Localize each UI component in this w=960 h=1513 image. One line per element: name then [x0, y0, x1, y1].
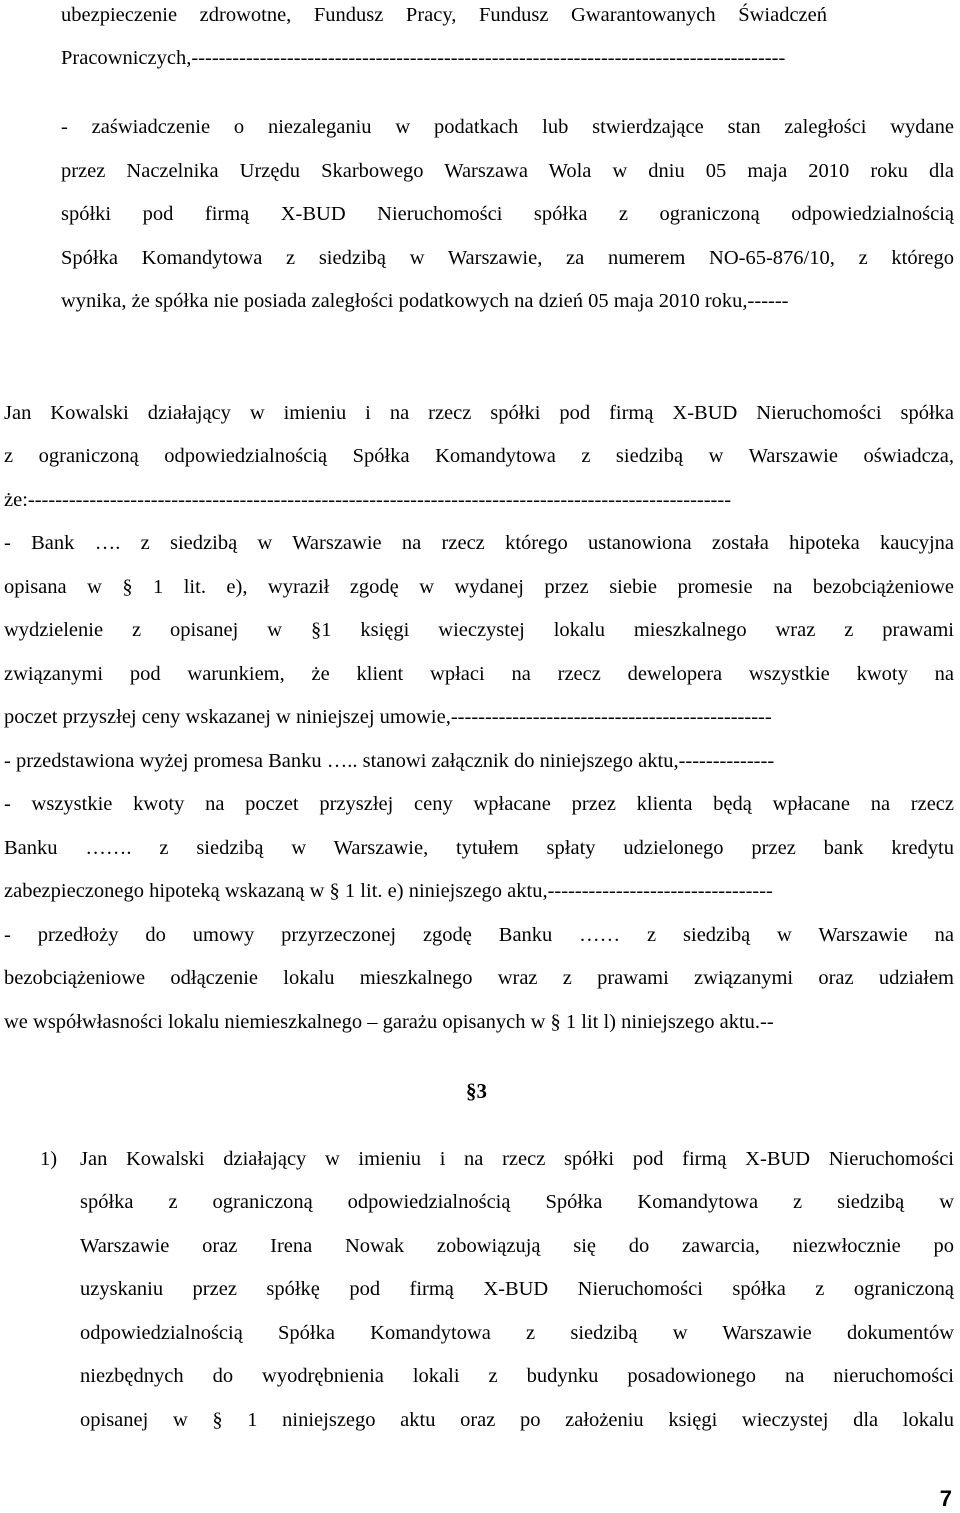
text-line: - Bank …. z siedzibą w Warszawie na rzecz którego ustanowiona została hipoteka kaucyjna — [4, 532, 954, 554]
text-line: spółki pod firmą X-BUD Nieruchomości spółka z ograniczoną odpowiedzialnością — [61, 203, 954, 225]
text-line: - zaświadczenie o niezaleganiu w podatkach lub stwierdzające stan zaległości wydane — [61, 116, 954, 138]
text-line: opisana w § 1 lit. e), wyraził zgodę w wydanej przez siebie promesie na bezobciążeniowe — [4, 576, 954, 598]
text-line: że:------------------------------------------------------------------------------------------------------- — [4, 489, 732, 511]
text-line: odpowiedzialnością Spółka Komandytowa z siedzibą w Warszawie dokumentów — [80, 1322, 954, 1344]
text-line: przez Naczelnika Urzędu Skarbowego Warszawa Wola w dniu 05 maja 2010 roku dla — [61, 160, 954, 182]
text-line: we współwłasności lokalu niemieszkalnego – garażu opisanych w § 1 lit l) niniejszego aktu.-- — [4, 1011, 774, 1033]
text-line: Warszawie oraz Irena Nowak zobowiązują się do zawarcia, niezwłocznie po — [80, 1235, 954, 1257]
text-line: spółka z ograniczoną odpowiedzialnością Spółka Komandytowa z siedzibą w — [80, 1191, 954, 1213]
section-heading: §3 — [466, 1079, 487, 1103]
list-item-number: 1) — [40, 1148, 58, 1170]
text-line: opisanej w § 1 niniejszego aktu oraz po założeniu księgi wieczystej dla lokalu — [80, 1409, 954, 1431]
text-line: wynika, że spółka nie posiada zaległości podatkowych na dzień 05 maja 2010 roku,------ — [61, 290, 789, 312]
text-line: Jan Kowalski działający w imieniu i na rzecz spółki pod firmą X-BUD Nieruchomości — [80, 1148, 954, 1170]
page-number: 7 — [939, 1486, 952, 1511]
text-line: ubezpieczenie zdrowotne, Fundusz Pracy, Fundusz Gwarantowanych Świadczeń — [61, 4, 827, 26]
text-line: - przedstawiona wyżej promesa Banku ….. stanowi załącznik do niniejszego aktu,-------------- — [4, 750, 775, 772]
text-line: Spółka Komandytowa z siedzibą w Warszawie, za numerem NO-65-876/10, z którego — [61, 247, 954, 269]
text-line: - przedłoży do umowy przyrzeczonej zgodę Banku …… z siedzibą w Warszawie na — [4, 924, 954, 946]
text-line: poczet przyszłej ceny wskazanej w niniejszej umowie,----------------------------------------------- — [4, 706, 772, 728]
text-line: związanymi pod warunkiem, że klient wpłaci na rzecz dewelopera wszystkie kwoty na — [4, 663, 954, 685]
text-line: z ograniczoną odpowiedzialnością Spółka Komandytowa z siedzibą w Warszawie oświadcza, — [4, 445, 954, 467]
text-line: - wszystkie kwoty na poczet przyszłej ceny wpłacane przez klienta będą wpłacane na rzecz — [4, 793, 954, 815]
text-line: Banku ……. z siedzibą w Warszawie, tytułem spłaty udzielonego przez bank kredytu — [4, 837, 954, 859]
text-line: wydzielenie z opisanej w §1 księgi wieczystej lokalu mieszkalnego wraz z prawami — [4, 619, 954, 641]
text-line: bezobciążeniowe odłączenie lokalu mieszkalnego wraz z prawami związanymi oraz udziałem — [4, 967, 954, 989]
text-line: zabezpieczonego hipoteką wskazaną w § 1 lit. e) niniejszego aktu,--------------------------------- — [4, 880, 773, 902]
text-line: niezbędnych do wyodrębnienia lokali z budynku posadowionego na nieruchomości — [80, 1365, 954, 1387]
text-line: uzyskaniu przez spółkę pod firmą X-BUD Nieruchomości spółka z ograniczoną — [80, 1278, 954, 1300]
text-line: Jan Kowalski działający w imieniu i na rzecz spółki pod firmą X-BUD Nieruchomości spółka — [4, 402, 954, 424]
text-line: Pracowniczych,--------------------------------------------------------------------------------------- — [61, 47, 786, 69]
